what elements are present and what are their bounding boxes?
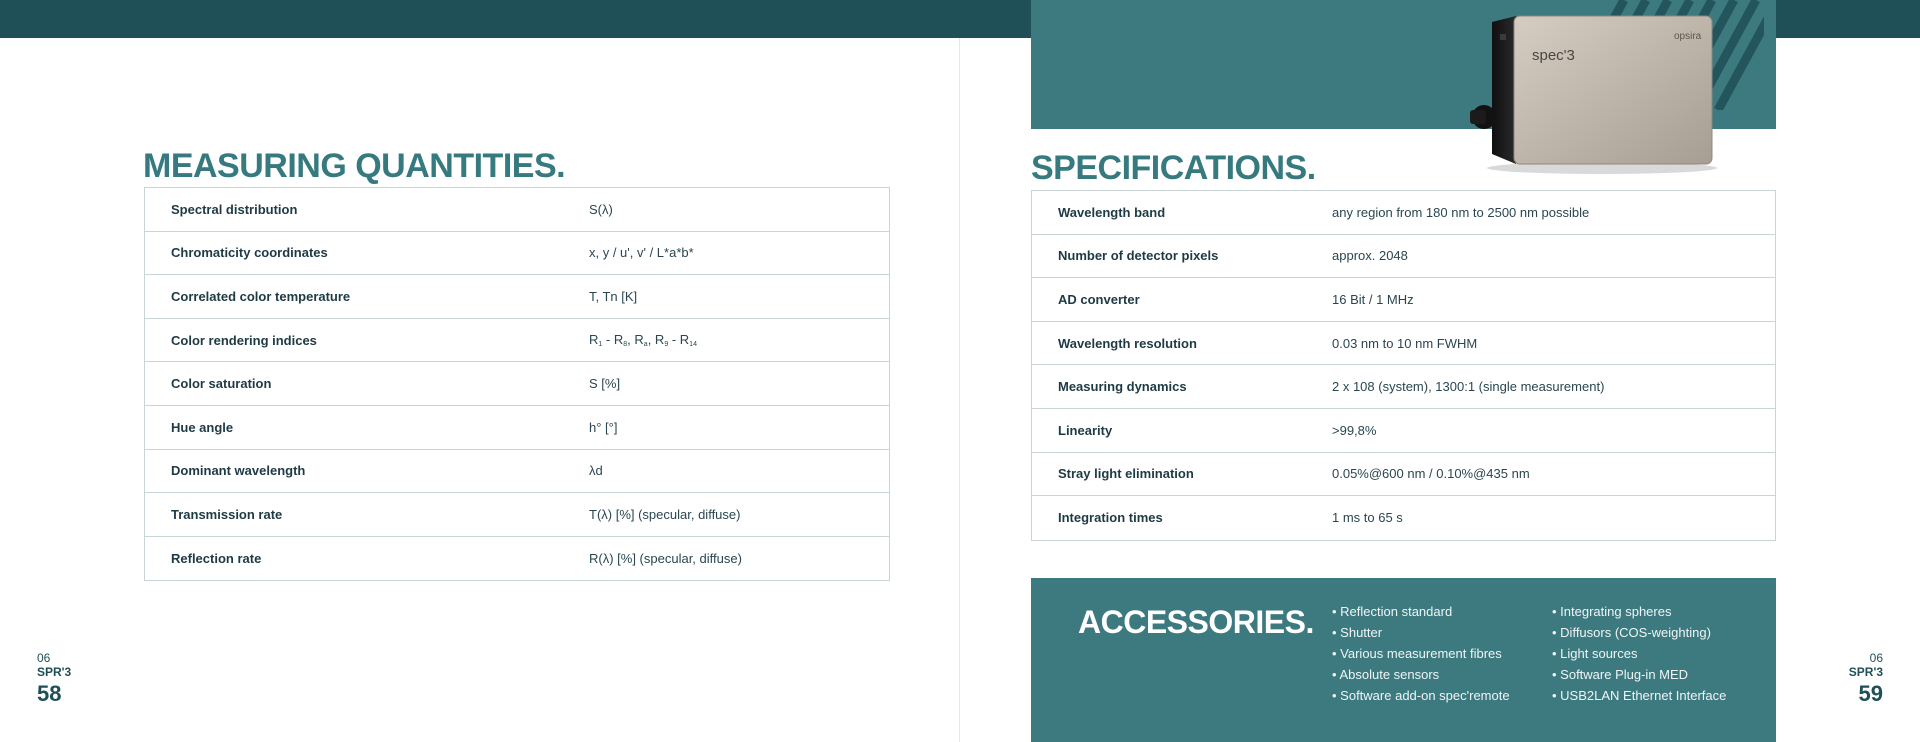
row-value: S [%] bbox=[589, 376, 621, 392]
table-row bbox=[145, 319, 889, 363]
row-label: Hue angle bbox=[171, 419, 234, 435]
table-row bbox=[1032, 453, 1775, 497]
list-item: • Various measurement fibres bbox=[1332, 643, 1510, 664]
table-row bbox=[1032, 191, 1775, 235]
list-item: • Software add-on spec'remote bbox=[1332, 685, 1510, 706]
row-label: Reflection rate bbox=[171, 551, 262, 567]
row-value: x, y / u', v' / L*a*b* bbox=[589, 245, 694, 261]
row-label: Wavelength resolution bbox=[1058, 335, 1197, 351]
right-folio bbox=[1849, 651, 1883, 709]
row-label: Transmission rate bbox=[171, 506, 283, 522]
row-label: Correlated color temperature bbox=[171, 288, 351, 304]
table-row bbox=[1032, 365, 1775, 409]
row-value: R(λ) [%] (specular, diffuse) bbox=[589, 551, 742, 567]
list-item: • Software Plug-in MED bbox=[1552, 664, 1726, 685]
row-label: Integration times bbox=[1058, 510, 1163, 526]
row-label: Color saturation bbox=[171, 376, 272, 392]
row-label: Color rendering indices bbox=[171, 332, 317, 348]
row-value: 2 x 108 (system), 1300:1 (single measurement) bbox=[1332, 379, 1605, 395]
page-number: 58 bbox=[37, 681, 62, 706]
row-value: 1 ms to 65 s bbox=[1332, 510, 1403, 526]
specifications-heading: SPECIFICATIONS. bbox=[1031, 149, 1316, 187]
page-number: 59 bbox=[1858, 681, 1883, 706]
product-name: SPR'3 bbox=[1848, 665, 1883, 679]
row-label: Number of detector pixels bbox=[1058, 248, 1219, 264]
list-item: • USB2LAN Ethernet Interface bbox=[1552, 685, 1726, 706]
row-label: Chromaticity coordinates bbox=[171, 245, 328, 261]
chapter-number: 06 bbox=[1869, 651, 1883, 665]
list-item: • Light sources bbox=[1552, 643, 1726, 664]
accessories-list-right bbox=[1552, 601, 1726, 706]
table-row bbox=[145, 188, 889, 232]
table-row bbox=[145, 232, 889, 276]
table-row bbox=[1032, 496, 1775, 540]
table-row bbox=[145, 450, 889, 494]
row-value: S(λ) bbox=[589, 201, 613, 217]
row-label: Wavelength band bbox=[1058, 204, 1166, 220]
table-row bbox=[145, 537, 889, 581]
row-label: Measuring dynamics bbox=[1058, 379, 1187, 395]
row-value: T(λ) [%] (specular, diffuse) bbox=[589, 506, 741, 522]
row-value: 0.05%@600 nm / 0.10%@435 nm bbox=[1332, 466, 1530, 482]
row-label: Linearity bbox=[1058, 422, 1113, 438]
table-row bbox=[1032, 278, 1775, 322]
list-item: • Absolute sensors bbox=[1332, 664, 1510, 685]
row-value: T, Tn [K] bbox=[589, 288, 638, 304]
row-value: any region from 180 nm to 2500 nm possible bbox=[1332, 204, 1590, 220]
table-row bbox=[1032, 322, 1775, 366]
table-row bbox=[145, 275, 889, 319]
list-item: • Integrating spheres bbox=[1552, 601, 1726, 622]
measuring-quantities-table bbox=[144, 187, 890, 581]
row-value: 0.03 nm to 10 nm FWHM bbox=[1332, 335, 1478, 351]
cri-value: $R_1 - R_8$, $R_a$, $R_9 - R_{14}$ bbox=[589, 332, 697, 349]
accessories-panel bbox=[1031, 578, 1776, 742]
accessories-list-left bbox=[1332, 601, 1510, 706]
row-value: λd bbox=[589, 463, 603, 479]
row-label: AD converter bbox=[1058, 291, 1140, 307]
left-folio bbox=[37, 651, 71, 709]
row-value: >99,8% bbox=[1332, 422, 1377, 438]
list-item: • Diffusors (COS-weighting) bbox=[1552, 622, 1726, 643]
table-row bbox=[1032, 235, 1775, 279]
row-value: 16 Bit / 1 MHz bbox=[1332, 291, 1414, 307]
row-value: h° [°] bbox=[589, 419, 618, 435]
product-name: SPR'3 bbox=[37, 665, 72, 679]
measuring-quantities-heading: MEASURING QUANTITIES. bbox=[143, 147, 566, 185]
table-row bbox=[145, 362, 889, 406]
row-label: Stray light elimination bbox=[1058, 466, 1194, 482]
chapter-number: 06 bbox=[37, 651, 51, 665]
list-item: • Reflection standard bbox=[1332, 601, 1510, 622]
specifications-table bbox=[1031, 190, 1776, 541]
accessories-heading: ACCESSORIES. bbox=[1078, 604, 1314, 640]
row-value: approx. 2048 bbox=[1332, 248, 1408, 264]
device-model-label: spec'3 bbox=[1532, 47, 1575, 64]
page-spine bbox=[959, 38, 960, 742]
row-label: Dominant wavelength bbox=[171, 463, 306, 479]
row-label: Spectral distribution bbox=[171, 201, 298, 217]
table-row bbox=[145, 406, 889, 450]
device-brand-logo: opsira bbox=[1674, 31, 1702, 42]
table-row bbox=[1032, 409, 1775, 453]
spectrometer-device-image bbox=[1462, 14, 1722, 176]
list-item: • Shutter bbox=[1332, 622, 1510, 643]
table-row bbox=[145, 493, 889, 537]
